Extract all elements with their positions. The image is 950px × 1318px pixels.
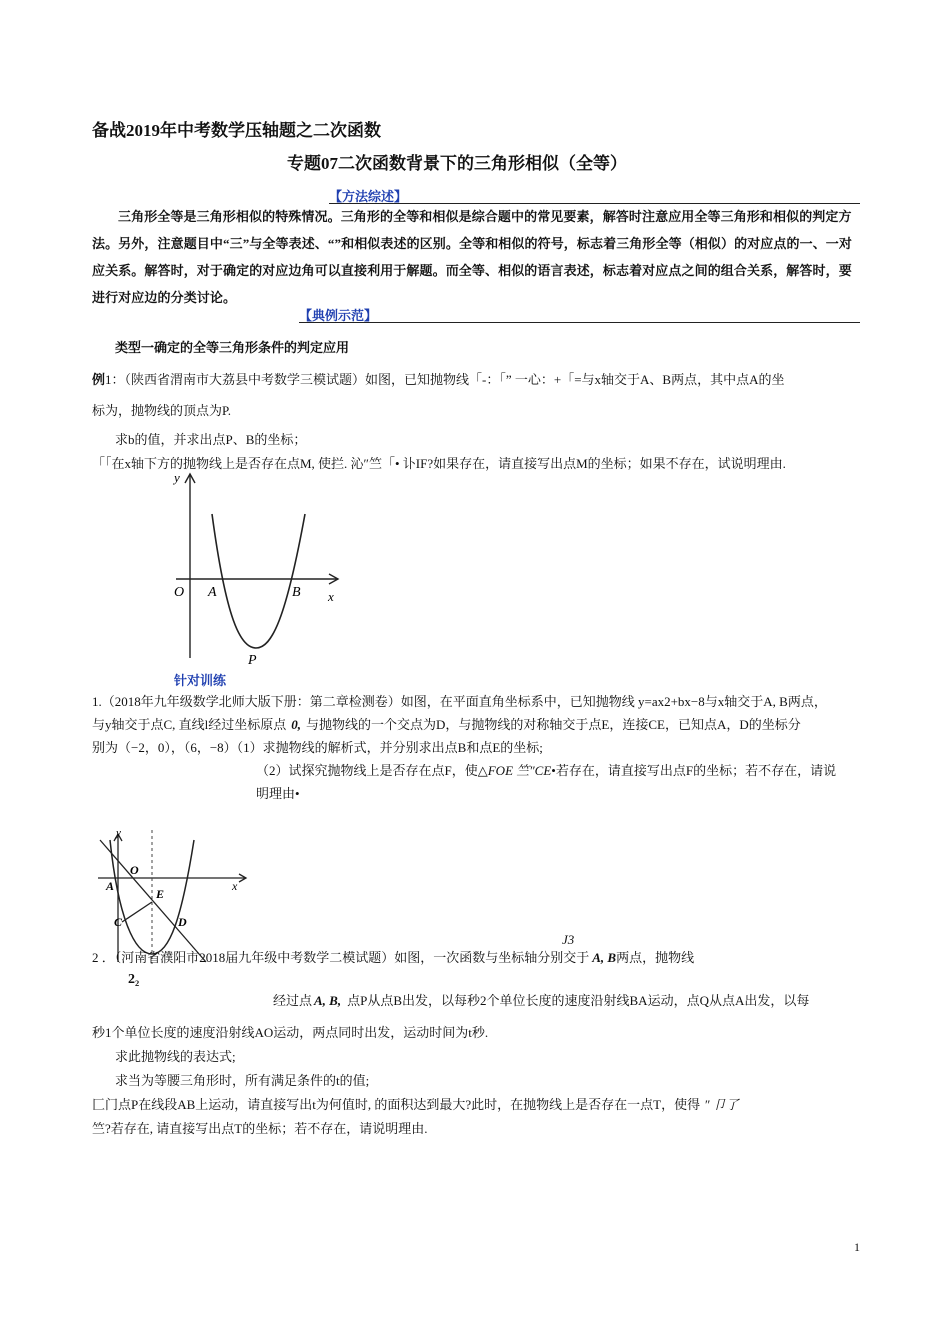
fig2-label-y: y bbox=[116, 827, 121, 839]
problem1-q2-triangles: FOE 竺″CE bbox=[487, 763, 552, 778]
example1-question1: 求b的值，并求出点P、B的坐标； bbox=[115, 432, 307, 447]
stray-label-j3: J3 bbox=[562, 932, 575, 947]
type-one-title: 类型一确定的全等三角形条件的判定应用 bbox=[115, 340, 350, 355]
problem2-line1-b: 两点，抛物线 bbox=[616, 950, 695, 965]
fig1-parabola-curve bbox=[212, 514, 305, 648]
example1-label: 例 bbox=[92, 372, 106, 387]
fig2-line-l bbox=[100, 840, 206, 962]
problem2-line2-a: 经过点 bbox=[273, 993, 313, 1008]
fig1-label-x: x bbox=[328, 589, 334, 604]
problem1-question2 bbox=[256, 760, 836, 779]
problem1-line3: 别为（−2，0），（6，−8）（1）求抛物线的解析式，并分别求出点B和点E的坐标; bbox=[92, 740, 543, 755]
problem1-origin-label: 0, bbox=[291, 717, 302, 732]
example1-line1-text: 1：（陕西省渭南市大荔县中考数学三模试题）如图，已知抛物线「-：「” 一心：+「=与x轴交于A、B两点，其中点A的坐 bbox=[105, 372, 785, 387]
examples-heading: 【典例示范】 bbox=[299, 308, 378, 323]
problem2-points-AB: A, B bbox=[592, 950, 617, 965]
fig1-label-P: P bbox=[248, 653, 257, 668]
page-number: 1 bbox=[854, 1240, 860, 1254]
problem2-question1: 求此抛物线的表达式; bbox=[115, 1049, 236, 1064]
problem1-line2-b: 与抛物线的一个交点为D，与抛物线的对称轴交于点E，连接CE，已知点A，D的坐标分 bbox=[306, 717, 801, 732]
problem2-question3-line2: 竺?若存在, 请直接写出点T的坐标；若不存在，请说明理由. bbox=[92, 1121, 428, 1136]
fig1-label-O: O bbox=[174, 585, 185, 600]
method-paragraph: 三角形全等是三角形相似的特殊情况。三角形的全等和相似是综合题中的常见要素，解答时注意应用全等三角形和相似的判定方法。另外，注意题目中“三”与全等表述、“”和相似表述的区别。全等和相似的符号，标志着三角形全等（相似）的对应点的一、一对应关系。解答时，对于确定的对应边角可以直接利用于解题。而全等、相似的语言表述，标志着对应点之间的组合关系，解答时，要进行对应边的分类讨论。 bbox=[92, 209, 853, 305]
fig2-label-x: x bbox=[232, 879, 238, 893]
problem2-line2-b: 点P从点B出发，以每秒2个单位长度的速度沿射线BA运动，点Q从点A出发，以每 bbox=[347, 993, 810, 1008]
fig2-label-E: E bbox=[156, 887, 165, 901]
problem1-line2-a: 与y轴交于点C, 直线l经过坐标原点 bbox=[92, 717, 287, 732]
page-subtitle: 专题07二次函数背景下的三角形相似（全等） bbox=[287, 154, 627, 173]
problem1-q2-b: •若存在，请直接写出点F的坐标；若不存在，请说 bbox=[551, 763, 837, 778]
fig2-segment-CE bbox=[122, 902, 152, 922]
fig1-label-B: B bbox=[292, 585, 301, 600]
problem2-line2 bbox=[273, 990, 809, 1009]
example1-question2: 「「在x轴下方的抛物线上是否存在点M, 使拦. 沁″竺「• 讣IF?如果存在，请直接写出点M的坐标；如果不存在，试说明理由. bbox=[92, 456, 786, 471]
example1-parabola-figure bbox=[168, 468, 346, 668]
fig2-label-C: C bbox=[114, 915, 123, 929]
problem2-q3-fragment: ″ 卩了 bbox=[704, 1097, 739, 1112]
problem1-q2-a: （2）试探究抛物线上是否存在点F，使△ bbox=[256, 763, 488, 778]
problem2-line3: 秒1个单位长度的速度沿射线AO运动，两点同时出发，运动时间为t秒. bbox=[92, 1025, 489, 1040]
fig2-label-D: D bbox=[178, 915, 187, 929]
problem1-line1: 1.（2018年九年级数学北师大版下册：第二章检测卷）如图，在平面直角坐标系中，已知抛物线 y=ax2+bx−8与x轴交于A, B两点， bbox=[92, 694, 827, 709]
document-title: 备战2019年中考数学压轴题之二次函数 bbox=[92, 121, 381, 140]
method-heading: 【方法综述】 bbox=[329, 189, 408, 204]
example1-line1 bbox=[92, 369, 784, 388]
example1-line2: 标为，抛物线的顶点为P. bbox=[92, 403, 232, 418]
problem2-question2: 求当为等腰三角形时，所有满足条件的t的值; bbox=[115, 1073, 370, 1088]
fig2-label-O: O bbox=[130, 863, 139, 877]
problem1-figure bbox=[96, 826, 252, 966]
problem2-question3 bbox=[92, 1094, 739, 1113]
training-heading: 针对训练 bbox=[174, 673, 227, 688]
examples-heading-rule bbox=[299, 322, 860, 323]
problem2-line2-points: A, B, bbox=[314, 993, 342, 1008]
problem2-line1 bbox=[92, 947, 694, 966]
problem2-formula-fragment: 2₂ bbox=[128, 972, 140, 987]
fig2-label-A: A bbox=[106, 879, 115, 893]
problem2-line1-a: 2 ．（河南省濮阳市2018届九年级中考数学二模试题）如图，一次函数与坐标轴分别交于 bbox=[92, 950, 590, 965]
problem1-question2-line2: 明理由• bbox=[256, 786, 300, 801]
problem2-q3-a: 匚门点P在线段AB上运动，请直接写出t为何值时, 的面积达到最大?此时，在抛物线上是否存在一点T，使得 bbox=[92, 1097, 701, 1112]
problem1-line2 bbox=[92, 714, 801, 733]
fig1-label-A: A bbox=[208, 585, 217, 600]
fig1-label-y: y bbox=[174, 470, 180, 485]
